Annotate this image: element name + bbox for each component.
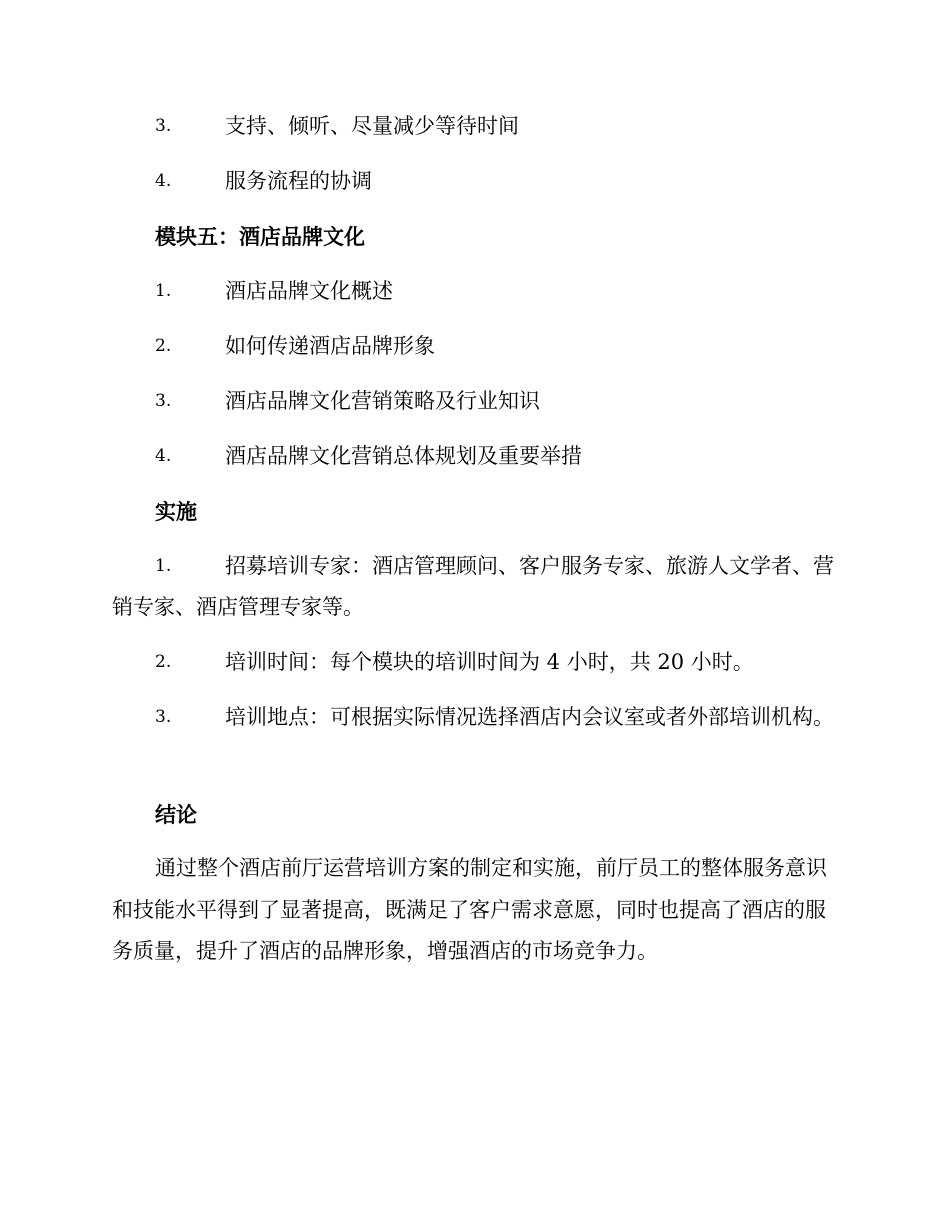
list-number: 3. <box>155 707 172 727</box>
list-number: 2. <box>155 336 172 356</box>
list-number: 1. <box>155 556 172 576</box>
conclusion-paragraph: 通过整个酒店前厅运营培训方案的制定和实施，前厅员工的整体服务意识和技能水平得到了显著提高，既满足了客户需求意愿，同时也提高了酒店的服务质量，提升了酒店的品牌形象，增强酒店的市场竞争力。 <box>112 856 827 963</box>
list-item <box>155 381 835 422</box>
list-text: 培训地点：可根据实际情况选择酒店内会议室或者外部培训机构。 <box>225 705 834 729</box>
list-number: 3. <box>155 391 172 411</box>
list-text: 酒店品牌文化概述 <box>225 279 393 303</box>
list-item <box>155 161 835 202</box>
list-text: 招募培训专家：酒店管理顾问、客户服务专家、旅游人文学者、营销专家、酒店管理专家等。 <box>112 554 834 619</box>
list-text: 服务流程的协调 <box>225 169 372 193</box>
section-heading-module5: 模块五：酒店品牌文化 <box>155 224 365 249</box>
list-text: 酒店品牌文化营销策略及行业知识 <box>225 389 540 413</box>
list-text: 酒店品牌文化营销总体规划及重要举措 <box>225 444 582 468</box>
list-text: 培训时间：每个模块的培训时间为 4 小时，共 20 小时。 <box>225 650 754 674</box>
list-number: 4. <box>155 171 172 191</box>
list-number: 1. <box>155 281 172 301</box>
section-heading-implementation: 实施 <box>155 499 197 524</box>
list-item <box>155 326 835 367</box>
list-item <box>155 436 835 477</box>
list-item <box>155 642 835 683</box>
list-item <box>155 106 835 147</box>
list-item <box>112 546 835 628</box>
list-item <box>155 697 835 738</box>
list-number: 2. <box>155 652 172 672</box>
list-number: 3. <box>155 116 172 136</box>
list-text: 支持、倾听、尽量减少等待时间 <box>225 114 519 138</box>
list-item <box>155 271 835 312</box>
list-text: 如何传递酒店品牌形象 <box>225 334 435 358</box>
list-number: 4. <box>155 446 172 466</box>
section-heading-conclusion: 结论 <box>155 802 197 827</box>
